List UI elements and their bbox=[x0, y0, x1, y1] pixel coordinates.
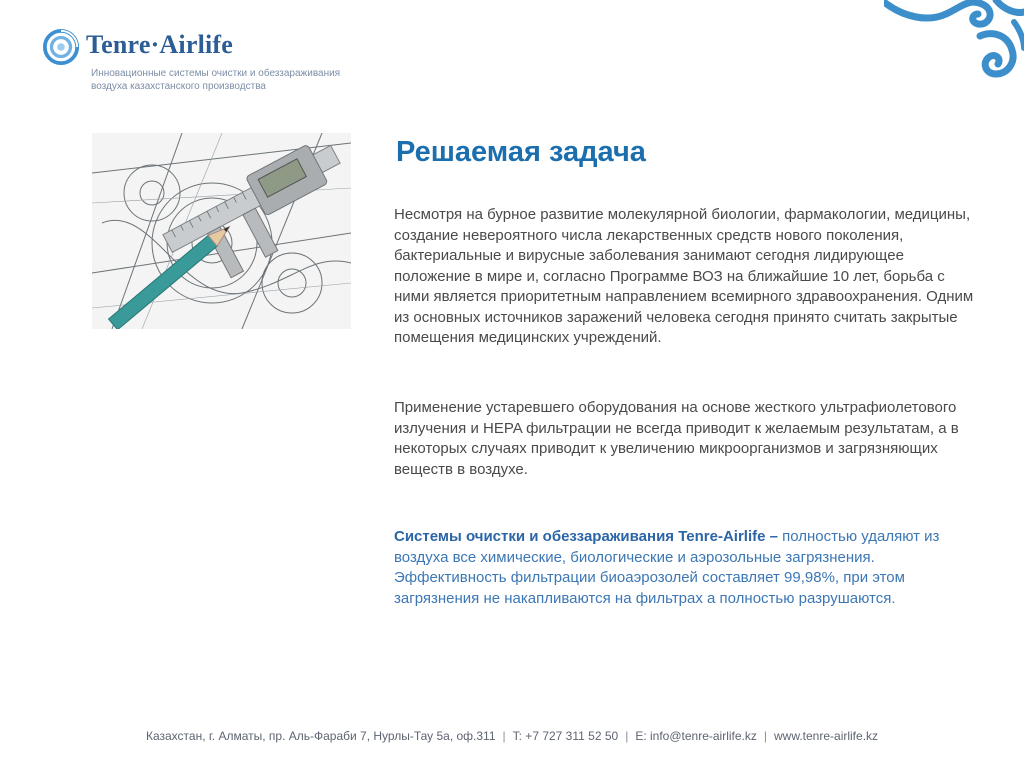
technical-drawing-image bbox=[92, 133, 351, 329]
footer-website-link[interactable]: www.tenre-airlife.kz bbox=[774, 729, 879, 743]
footer-phone: T: +7 727 311 52 50 bbox=[512, 729, 619, 743]
paragraph-solution bbox=[394, 527, 984, 609]
tagline-line-1: Инновационные системы очистки и обеззараживания bbox=[91, 68, 341, 79]
spiral-logo-icon bbox=[42, 28, 80, 66]
solution-highlight: Системы очистки и обеззараживания Tenre-Airlife – bbox=[394, 528, 778, 545]
footer-separator: | bbox=[502, 729, 506, 743]
tagline-line-2: воздуха казахстанского производства bbox=[91, 81, 266, 92]
paragraph-outdated-equipment: Применение устаревшего оборудования на основе жесткого ультрафиолетового излучения и HEPA фильтрации не всегда приводит к желаемым результатам, а в некоторых случаях приводит к увеличению микроорганизмов и загрязняющих веществ в воздухе. bbox=[394, 399, 959, 478]
footer-email[interactable]: E: info@tenre-airlife.kz bbox=[635, 729, 757, 743]
company-logo bbox=[42, 26, 362, 96]
paragraph-problem: Несмотря на бурное развитие молекулярной биологии, фармакологии, медицины, создание невероятного числа лекарственных средств нового поколения, бактериальные и вирусные заболевания занимают сегодня лидирующее положение в мире и, согласно Программе ВОЗ на ближайшие 10 лет, борьба с ними является приоритетным направлением всемирного здравоохранения. Одним из основных источников заражений человека сегодня принято считать закрытые помещения медицинских учреждений. bbox=[394, 206, 974, 346]
footer-separator: | bbox=[763, 729, 767, 743]
footer-address: Казахстан, г. Алматы, пр. Аль-Фараби 7, Нурлы-Тау 5а, оф.311 bbox=[145, 729, 496, 743]
brand-name: Tenre·Airlife bbox=[86, 30, 234, 59]
footer-contacts bbox=[0, 729, 1024, 743]
page-title: Решаемая задача bbox=[396, 136, 646, 168]
decorative-ornament-icon bbox=[884, 0, 1024, 80]
brand-tagline bbox=[91, 67, 381, 93]
solution-text: полностью удаляют из воздуха все химические, биологические и аэрозольные загрязнения. Эффективность фильтрации биоаэрозолей составляет 99,98%, при этом загрязнения не накапливаются на фильтрах а полностью разрушаются. bbox=[394, 528, 940, 607]
footer-separator: | bbox=[625, 729, 629, 743]
caliper-drawing-illustration bbox=[92, 133, 351, 329]
